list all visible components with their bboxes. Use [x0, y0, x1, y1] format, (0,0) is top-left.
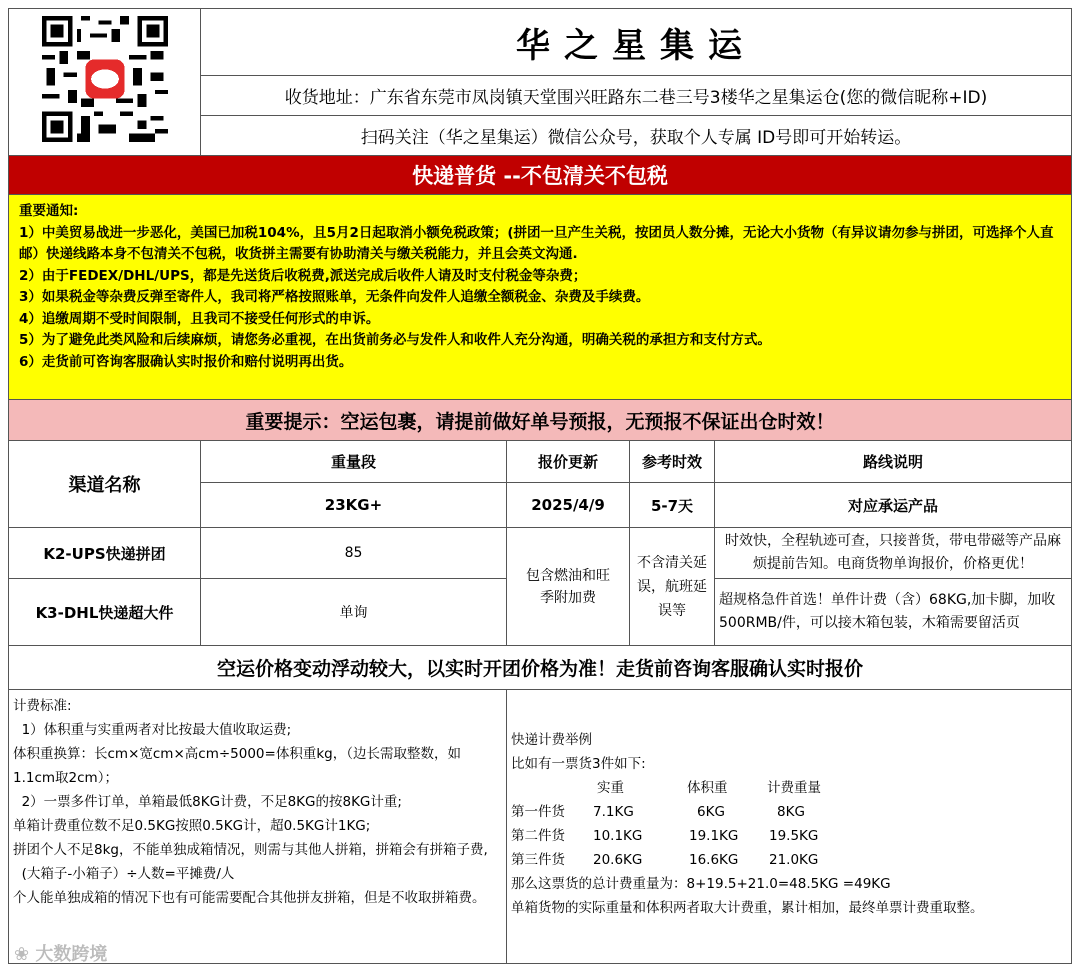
shipping-address: 收货地址：广东省东莞市凤岗镇天堂围兴旺路东二巷三号3楼华之星集运仓(您的微信昵称+ID): [200, 75, 1072, 116]
preannounce-tip: 重要提示：空运包裹，请提前做好单号预报，无预报不保证出仓时效！: [8, 399, 1072, 441]
example-volume: 6KG: [697, 804, 725, 820]
time-value: 5-7天: [629, 482, 715, 528]
notice-item: 1）中美贸易战进一步恶化，美国已加税104%，且5月2日起取消小额免税政策；(拼团一旦产生关税，按团员人数分摊，无论大小货物（有异议请勿参与拼团，可选择个人直邮）快递线路本身不包清关不包税，收货拼主需要有协助清关与缴关税能力，并且会英文沟通.: [19, 224, 1054, 262]
billing-line: 拼团个人不足8kg，不能单独成箱情况，则需与其他人拼箱，拼箱会有拼箱子费,: [13, 842, 488, 858]
col-channel-header: 渠道名称: [8, 440, 201, 528]
channel-name: K2-UPS快递拼团: [8, 527, 201, 579]
watermark-icon: ❀: [14, 944, 36, 965]
example-header-row: [511, 776, 1067, 800]
page-title: 华之星集运: [200, 8, 1072, 76]
example-intro: 比如有一票货3件如下:: [511, 756, 646, 772]
billing-line: 体积重换算：长cm×宽cm×高cm÷5000=体积重kg，（边长需取整数，如1.1cm取2cm）；: [13, 746, 461, 786]
example-row-label: 第三件货: [511, 852, 565, 868]
billing-line: 1）体积重与实重两者对比按最大值收取运费;: [13, 722, 292, 738]
route-value: 对应承运产品: [714, 482, 1072, 528]
example-actual: 20.6KG: [593, 852, 643, 868]
important-notice: [8, 194, 1072, 400]
price-note: 空运价格变动浮动较大，以实时开团价格为准！走货前咨询客服确认实时报价: [8, 645, 1072, 690]
notice-heading: 重要通知:: [19, 203, 79, 219]
route-description: 时效快，全程轨迹可查，只接普货，带电带磁等产品麻烦提前告知。电商货物单询报价，价格更优！: [714, 527, 1072, 579]
delay-note: 不含清关延误，航班延误等: [629, 527, 715, 646]
example-col-volume: 体积重: [687, 780, 728, 796]
notice-item: 5）为了避免此类风险和后续麻烦，请您务必重视，在出货前务必与发件人和收件人充分沟通，明确关税的承担方和支付方式。: [19, 332, 771, 348]
watermark-text: 大数跨境: [35, 944, 108, 965]
example-summary: 单箱货物的实际重量和体积两者取大计费重，累计相加，最终单票计费重取整。: [511, 900, 984, 916]
notice-item: 4）追缴周期不受时间限制，且我司不接受任何形式的申诉。: [19, 310, 380, 327]
col-time-header: 参考时效: [629, 440, 715, 483]
billing-line: 计费标准:: [13, 698, 72, 714]
notice-item: 3）如果税金等杂费反弹至寄件人，我司将严格按照账单，无条件向发件人追缴全额税金、杂费及手续费。: [19, 289, 650, 305]
col-weight-header: 重量段: [200, 440, 507, 483]
example-row: [511, 824, 1067, 848]
example-charge: 19.5KG: [769, 828, 819, 844]
example-charge: 21.0KG: [769, 852, 819, 868]
example-actual: 7.1KG: [593, 804, 634, 820]
example-actual: 10.1KG: [593, 828, 643, 844]
channel-price: 单询: [200, 578, 507, 646]
watermark: [14, 940, 107, 966]
notice-item: 2）由于FEDEX/DHL/UPS，都是先送货后收税费,派送完成后收件人请及时支付税金等杂费；: [19, 267, 587, 284]
qr-code-icon: [40, 16, 170, 142]
example-row: [511, 848, 1067, 872]
billing-line: 个人能单独成箱的情况下也有可能需要配合其他拼友拼箱，但是不收取拼箱费。: [13, 890, 486, 906]
billing-example: [506, 689, 1072, 964]
example-row-label: 第一件货: [511, 804, 565, 820]
example-volume: 16.6KG: [689, 852, 739, 868]
billing-line: (大箱子-小箱子）÷人数=平摊费/人: [13, 866, 235, 882]
billing-line: 2）一票多件订单，单箱最低8KG计费，不足8KG的按8KG计重;: [13, 794, 402, 810]
example-row-label: 第二件货: [511, 828, 565, 844]
scan-note: 扫码关注（华之星集运）微信公众号，获取个人专属 ID号即可开始转运。: [200, 115, 1072, 156]
service-banner: 快递普货 --不包清关不包税: [8, 155, 1072, 195]
channel-name: K3-DHL快递超大件: [8, 578, 201, 646]
example-total: 那么这票货的总计费重量为：8+19.5+21.0=48.5KG =49KG: [511, 876, 891, 892]
example-col-charge: 计费重量: [767, 780, 821, 796]
example-charge: 8KG: [777, 804, 805, 820]
example-volume: 19.1KG: [689, 828, 739, 844]
billing-line: 单箱计费重位数不足0.5KG按照0.5KG计，超0.5KG计1KG;: [13, 818, 371, 834]
col-route-header: 路线说明: [714, 440, 1072, 483]
route-description: 超规格急件首选！单件计费（含）68KG,加卡脚，加收500RMB/件，可以接木箱包装，木箱需要留活页: [714, 578, 1072, 646]
example-col-actual: 实重: [597, 780, 624, 796]
weight-value: 23KG+: [200, 482, 507, 528]
surcharge-note: 包含燃油和旺季附加费: [506, 527, 630, 646]
billing-standard: [8, 689, 507, 964]
update-value: 2025/4/9: [506, 482, 630, 528]
col-update-header: 报价更新: [506, 440, 630, 483]
channel-price: 85: [200, 527, 507, 579]
notice-item: 6）走货前可咨询客服确认实时报价和赔付说明再出货。: [19, 353, 353, 370]
example-title: 快递计费举例: [511, 732, 592, 748]
example-row: [511, 800, 1067, 824]
